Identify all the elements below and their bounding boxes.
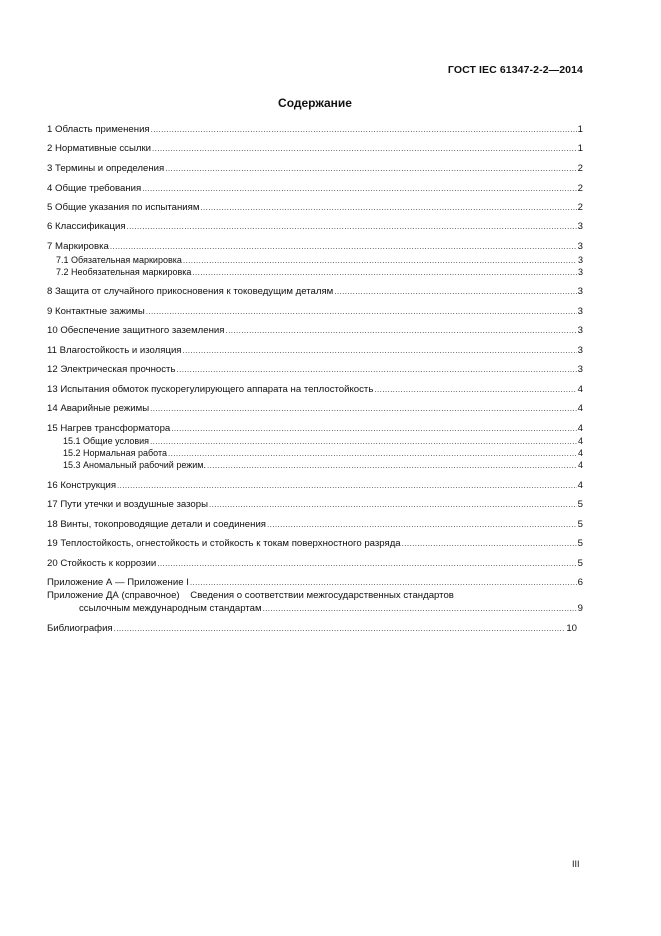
toc-entry-page: 3	[577, 241, 583, 252]
toc-entry-text: 8 Защита от случайного прикосновения к токоведущим деталям	[47, 286, 334, 297]
toc-entry-appendix-da[interactable]	[47, 590, 583, 616]
leader-dots	[150, 403, 577, 415]
toc-entry[interactable]	[47, 384, 583, 396]
toc-entry[interactable]	[47, 577, 583, 589]
toc-entry[interactable]	[47, 124, 583, 136]
toc-entry-text: 14 Аварийные режимы	[47, 403, 150, 414]
toc-entry-page: 10	[566, 623, 577, 634]
toc-entry[interactable]	[47, 364, 583, 376]
leader-dots	[151, 124, 577, 136]
toc-entry-page: 3	[577, 255, 583, 265]
toc-entry-page: 4	[577, 436, 583, 446]
toc-entry-text: 9 Контактные зажимы	[47, 306, 145, 317]
toc-entry-text: 15 Нагрев трансформатора	[47, 423, 171, 434]
toc-entry-continuation	[47, 603, 583, 615]
toc-entry-text: 7.1 Обязательная маркировка	[56, 255, 182, 265]
toc-entry-page: 5	[577, 499, 583, 510]
toc-entry-page: 2	[577, 183, 583, 194]
toc-entry-text: Приложение ДА (справочное) Сведения о соответствии межгосударственных стандартов	[47, 590, 454, 601]
toc-entry[interactable]	[47, 143, 583, 155]
toc-entry-page: 5	[577, 538, 583, 549]
toc-entry-page: 3	[577, 267, 583, 277]
leader-dots	[183, 345, 577, 357]
toc-entry-page: 6	[577, 577, 583, 588]
leader-dots	[127, 221, 577, 233]
toc-entry-page: 1	[577, 124, 583, 135]
leader-dots	[402, 538, 577, 550]
toc-entry-page: 3	[577, 221, 583, 232]
toc-entry-page: 1	[577, 143, 583, 154]
toc-entry-text: 2 Нормативные ссылки	[47, 143, 152, 154]
toc-entry-text: 5 Общие указания по испытаниям	[47, 202, 200, 213]
leader-dots	[114, 623, 566, 635]
leader-dots	[334, 286, 576, 298]
toc-entry[interactable]	[47, 519, 583, 531]
leader-dots	[142, 183, 576, 195]
toc-entry[interactable]	[47, 403, 583, 415]
toc-entry-text: 11 Влагостойкость и изоляция	[47, 345, 182, 356]
toc-entry-page: 5	[577, 519, 583, 530]
toc-entry[interactable]	[47, 558, 583, 570]
leader-dots	[209, 499, 577, 511]
toc-entry[interactable]	[47, 221, 583, 233]
toc-subentry[interactable]	[47, 254, 583, 266]
toc-entry-text: 7 Маркировка	[47, 241, 109, 252]
leader-dots	[176, 364, 576, 376]
toc-entry-text: 7.2 Необязательная маркировка	[56, 267, 192, 277]
leader-dots	[165, 163, 576, 175]
toc-entry[interactable]	[47, 286, 583, 298]
leader-dots	[374, 384, 576, 396]
toc-entry-text: 1 Область применения	[47, 124, 150, 135]
toc-entry-text: 19 Теплостойкость, огнестойкость и стойкость к токам поверхностного разряда	[47, 538, 401, 549]
toc-entry-page: 4	[577, 460, 583, 470]
toc-entry-page: 3	[577, 306, 583, 317]
toc-entry-text: 13 Испытания обмоток пускорегулирующего аппарата на теплостойкость	[47, 384, 374, 395]
toc-entry-page: 3	[577, 325, 583, 336]
leader-dots	[110, 241, 577, 253]
toc-entry-text: 4 Общие требования	[47, 183, 142, 194]
toc-entry-page: 4	[577, 448, 583, 458]
leader-dots	[171, 423, 576, 435]
toc-entry-page: 4	[577, 403, 583, 414]
toc-entry-page: 4	[577, 423, 583, 434]
toc-entry[interactable]	[47, 480, 583, 492]
toc-entry[interactable]	[47, 538, 583, 550]
toc-entry-page: 3	[577, 364, 583, 375]
leader-dots	[267, 519, 577, 531]
toc-entry-text: 6 Классификация	[47, 221, 126, 232]
toc-entry-page: 2	[577, 202, 583, 213]
toc-entry[interactable]	[47, 202, 583, 214]
toc-entry-text: Библиография	[47, 623, 113, 634]
toc-entry-text: 12 Электрическая прочность	[47, 364, 176, 375]
toc-entry-text: 17 Пути утечки и воздушные зазоры	[47, 499, 208, 510]
toc-entry[interactable]	[47, 345, 583, 357]
leader-dots	[200, 202, 576, 214]
toc-entry-text: 15.1 Общие условия	[63, 436, 150, 446]
leader-dots	[157, 558, 576, 570]
leader-dots	[207, 460, 577, 472]
toc-entry[interactable]	[47, 499, 583, 511]
toc-entry-text: 18 Винты, токопроводящие детали и соединения	[47, 519, 266, 530]
toc-entry[interactable]	[47, 423, 583, 435]
toc-subentry[interactable]	[47, 459, 583, 471]
toc-entry-page: 4	[577, 480, 583, 491]
leader-dots	[117, 480, 577, 492]
toc-entry[interactable]	[47, 183, 583, 195]
toc-subentry[interactable]	[47, 266, 583, 278]
toc-entry-text-continued: ссылочным международным стандартам	[79, 603, 262, 614]
toc-entry-text: Приложение А — Приложение I	[47, 577, 189, 588]
toc-entry[interactable]	[47, 241, 583, 253]
toc-entry-page: 2	[577, 163, 583, 174]
leader-dots	[192, 267, 577, 279]
toc-entry-text: 20 Стойкость к коррозии	[47, 558, 157, 569]
page-title: Содержание	[278, 96, 352, 110]
leader-dots	[263, 603, 577, 615]
leader-dots	[146, 306, 577, 318]
toc-entry-page: 3	[577, 286, 583, 297]
toc-entry-text: 15.2 Нормальная работа	[63, 448, 168, 458]
toc-entry-page: 4	[577, 384, 583, 395]
toc-subentry[interactable]	[47, 435, 583, 447]
toc-subentry[interactable]	[47, 447, 583, 459]
leader-dots	[190, 577, 577, 589]
toc-entry-page: 9	[577, 603, 583, 614]
toc-entry-text: 16 Конструкция	[47, 480, 117, 491]
leader-dots	[152, 143, 577, 155]
leader-dots	[225, 325, 576, 337]
toc-entry-page: 3	[577, 345, 583, 356]
toc-entry[interactable]	[47, 623, 577, 635]
document-id: ГОСТ IEC 61347-2-2—2014	[447, 64, 583, 76]
toc-entry[interactable]	[47, 325, 583, 337]
toc-entry-text: 3 Термины и определения	[47, 163, 165, 174]
toc-entry[interactable]	[47, 306, 583, 318]
toc-entry-text: 10 Обеспечение защитного заземления	[47, 325, 225, 336]
toc-entry-text: 15.3 Аномальный рабочий режим.	[63, 460, 206, 470]
page-number: III	[572, 859, 580, 869]
toc-entry-page: 5	[577, 558, 583, 569]
toc-entry[interactable]	[47, 163, 583, 175]
